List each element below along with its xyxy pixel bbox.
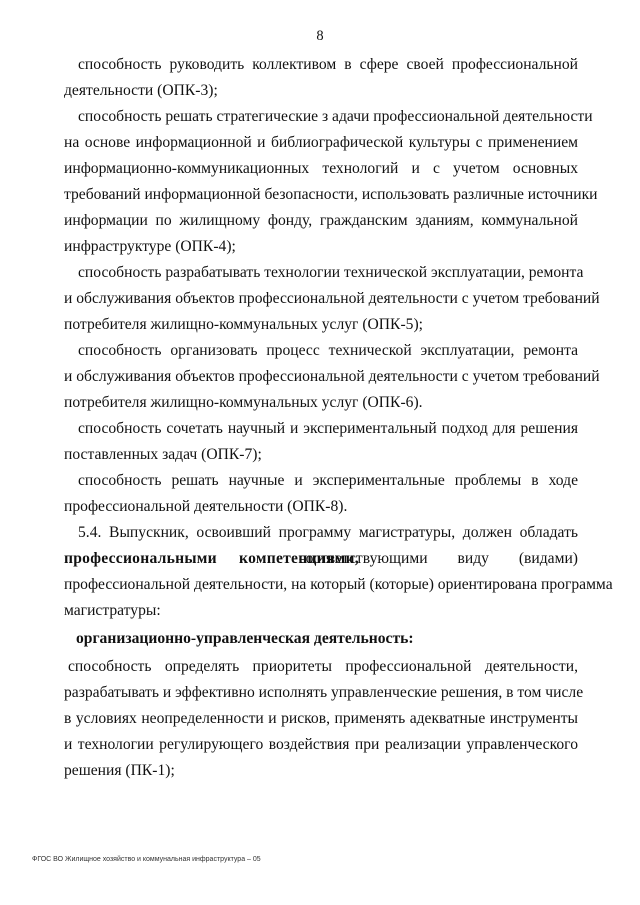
paragraph-line: требований информационной безопасности, использовать различные источники <box>64 186 598 203</box>
paragraph-line: способность руководить коллективом в сфере своей профессиональной <box>78 56 578 73</box>
paragraph-line: способность определять приоритеты профессиональной деятельности, <box>68 658 578 675</box>
paragraph-line: инфраструктуре (ОПК-4); <box>64 238 236 255</box>
paragraph-line: поставленных задач (ОПК-7); <box>64 446 262 463</box>
paragraph-line: информационно-коммуникационных технологий и с учетом основных <box>64 160 578 177</box>
paragraph-line: способность организовать процесс технической эксплуатации, ремонта <box>78 342 578 359</box>
paragraph-line: решения (ПК-1); <box>64 762 175 779</box>
paragraph-line: на основе информационной и библиографической культуры с применением <box>64 134 578 151</box>
paragraph-line: магистратуры: <box>64 602 161 619</box>
page-footer: ФГОС ВО Жилищное хозяйство и коммунальная инфраструктура – 05 <box>32 856 261 863</box>
paragraph-line: способность решать научные и экспериментальные проблемы в ходе <box>78 472 578 489</box>
paragraph-line: способность разрабатывать технологии технической эксплуатации, ремонта <box>78 264 584 281</box>
paragraph-line: деятельности (ОПК-3); <box>64 82 218 99</box>
bold-term: профессиональными компетенциями, <box>64 550 359 567</box>
paragraph-line: и технологии регулирующего воздействия при реализации управленческого <box>64 736 578 753</box>
paragraph-line: потребителя жилищно-коммунальных услуг (ОПК-5); <box>64 316 423 333</box>
paragraph-line: и обслуживания объектов профессиональной деятельности с учетом требований <box>64 368 600 385</box>
page-number: 8 <box>316 28 324 44</box>
section-heading: организационно-управленческая деятельность: <box>76 630 414 647</box>
paragraph-line: профессиональной деятельности (ОПК-8). <box>64 498 348 515</box>
paragraph-line: профессиональной деятельности, на который (которые) ориентирована программа <box>64 576 613 593</box>
paragraph-line: 5.4. Выпускник, освоивший программу магистратуры, должен обладать <box>78 524 578 541</box>
paragraph-line: и обслуживания объектов профессиональной деятельности с учетом требований <box>64 290 600 307</box>
paragraph-line <box>64 550 578 576</box>
paragraph-line: в условиях неопределенности и рисков, применять адекватные инструменты <box>64 710 578 727</box>
paragraph-line: информации по жилищному фонду, гражданским зданиям, коммунальной <box>64 212 578 229</box>
paragraph-line: потребителя жилищно-коммунальных услуг (ОПК-6). <box>64 394 423 411</box>
line-continuation: соответствующими виду (видами) <box>298 550 578 567</box>
paragraph-line: способность сочетать научный и экспериментальный подход для решения <box>78 420 578 437</box>
paragraph-line: способность решать стратегические з адачи профессиональной деятельности <box>78 108 593 125</box>
paragraph-line: разрабатывать и эффективно исполнять управленческие решения, в том числе <box>64 684 584 701</box>
